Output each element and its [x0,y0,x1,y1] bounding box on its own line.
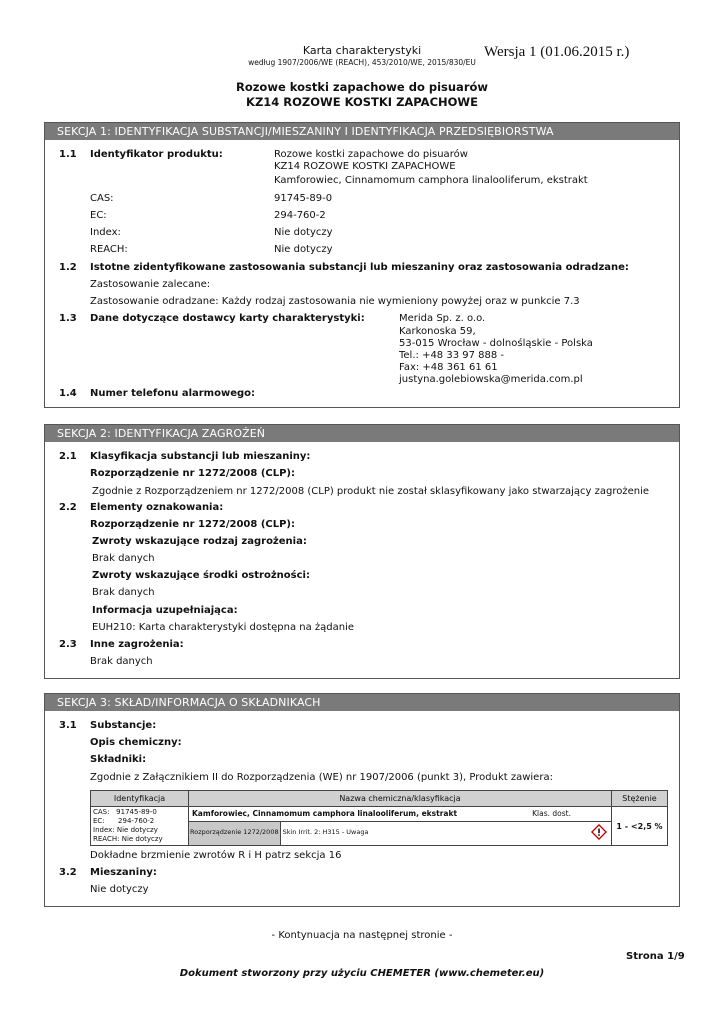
discouraged-use: Zastosowanie odradzane: Każdy rodzaj zastosowania nie wymieniony powyżej oraz w punkcie 7.3 [90,296,580,307]
section-1-2-number: 1.2 [59,262,77,273]
components-label: Składniki: [90,754,147,765]
identification-cell [91,807,189,846]
reach-value: Nie dotyczy [274,244,333,255]
table-cas-label: CAS: [93,808,110,816]
section-2-title: SEKCJA 2: IDENTYFIKACJA ZAGROŻEŃ [45,425,679,442]
col-chemical-name: Nazwa chemiczna/klasyfikacja [189,791,612,807]
substances-label: Substancje: [90,720,157,731]
table-cas-value: 91745-89-0 [116,808,157,816]
supplier-fax: Fax: +48 361 61 61 [399,362,498,373]
supplier-classification: Klas. dost. [532,809,571,818]
recommended-use: Zastosowanie zalecane: [90,279,211,290]
mixtures-label: Mieszaniny: [90,867,157,878]
exclamation-hazard-icon [591,824,607,840]
section-2-3-number: 2.3 [59,639,77,650]
section-3 [44,693,680,907]
product-identifier-line1: Rozowe kostki zapachowe do pisuarów [274,149,468,160]
hazard-statements-value: Brak danych [92,553,155,564]
supplier-label: Dane dotyczące dostawcy karty charakterystyki: [90,313,365,324]
table-row [91,807,668,822]
cas-label: CAS: [90,193,114,204]
table-ec-label: EC: [93,817,105,825]
product-name: Rozowe kostki zapachowe do pisuarów [235,80,489,94]
col-identification: Identyfikacja [91,791,189,807]
hazard-statements-label: Zwroty wskazujące rodzaj zagrożenia: [92,536,307,547]
index-label: Index: [90,227,121,238]
section-3-1-number: 3.1 [59,720,77,731]
supplier-name: Merida Sp. z. o.o. [399,313,486,324]
table-ec-value: 294-760-2 [118,817,155,825]
document-title: Karta charakterystyki [302,44,422,57]
version-label: Wersja 1 (01.06.2015 r.) [484,44,630,60]
product-code-name: KZ14 ROZOWE KOSTKI ZAPACHOWE [246,95,478,109]
supplementary-info-label: Informacja uzupełniająca: [92,605,238,616]
section-1 [44,122,680,408]
label-elements-regulation: Rozporządzenie nr 1272/2008 (CLP): [90,519,295,530]
continuation-note: - Kontynuacja na następnej stronie - [271,930,453,941]
index-value: Nie dotyczy [274,227,333,238]
table-index-value: Nie dotyczy [116,826,158,834]
table-reach-label: REACH: [93,835,120,843]
other-hazards-label: Inne zagrożenia: [90,639,184,650]
product-identifier-label: Identyfikator produktu: [90,149,223,160]
ec-label: EC: [90,210,107,221]
chemical-name: Kamforowiec, Cinnamomum camphora linalooliferum, ekstrakt [192,809,458,818]
product-identifier-line2: KZ14 ROZOWE KOSTKI ZAPACHOWE [274,161,456,172]
section-2 [44,424,680,679]
chemical-name-cell [189,807,612,822]
reach-label: REACH: [90,244,128,255]
supplier-email[interactable]: justyna.golebiowska@merida.com.pl [399,374,583,385]
classification-label: Klasyfikacja substancji lub mieszaniny: [90,451,311,462]
col-concentration: Stężenie [612,791,668,807]
ec-value: 294-760-2 [274,210,326,221]
precautionary-statements-label: Zwroty wskazujące środki ostrożności: [92,570,310,581]
table-index-label: Index: [93,826,115,834]
regulation-reference: według 1907/2006/WE (REACH), 453/2010/WE, 2015/830/EU [248,58,476,67]
generator-note: Dokument stworzony przy użyciu CHEMETER (www.chemeter.eu) [179,968,545,979]
concentration-cell: 1 - <2,5 % [612,807,668,846]
classification-regulation: Rozporządzenie nr 1272/2008 (CLP): [90,468,295,479]
other-hazards-value: Brak danych [90,656,153,667]
product-identifier-line3: Kamforowiec, Cinnamomum camphora linalooliferum, ekstrakt [274,175,588,186]
rh-phrases-note: Dokładne brzmienie zwrotów R i H patrz sekcja 16 [90,850,342,861]
components-text: Zgodnie z Załącznikiem II do Rozporządzenia (WE) nr 1907/2006 (punkt 3), Produkt zawiera: [90,772,553,783]
supplementary-info-value: EUH210: Karta charakterystyki dostępna na żądanie [92,622,355,633]
emergency-phone-label: Numer telefonu alarmowego: [90,388,256,399]
regulation-cell: Rozporządzenie 1272/2008 [189,822,281,846]
table-header-row [91,791,668,807]
supplier-city: 53-015 Wrocław - dolnośląskie - Polska [399,338,593,349]
section-1-title: SEKCJA 1: IDENTYFIKACJA SUBSTANCJI/MIESZANINY I IDENTYFIKACJA PRZEDSIĘBIORSTWA [45,123,679,140]
page-number: Strona 1/9 [626,951,685,962]
classification-text: Zgodnie z Rozporządzeniem nr 1272/2008 (CLP) produkt nie został sklasyfikowany jako stwarzający zagrożenie [92,486,650,497]
section-1-4-number: 1.4 [59,388,77,399]
section-1-1-number: 1.1 [59,149,77,160]
chemical-description-label: Opis chemiczny: [90,737,182,748]
cas-value: 91745-89-0 [274,193,333,204]
components-table [90,790,668,846]
supplier-street: Karkonoska 59, [399,326,476,337]
precautionary-statements-value: Brak danych [92,587,155,598]
supplier-phone: Tel.: +48 33 97 888 - [399,350,505,361]
mixtures-value: Nie dotyczy [90,884,149,895]
section-2-1-number: 2.1 [59,451,77,462]
section-1-3-number: 1.3 [59,313,77,324]
section-3-2-number: 3.2 [59,867,77,878]
label-elements-label: Elementy oznakowania: [90,502,224,513]
section-3-title: SEKCJA 3: SKŁAD/INFORMACJA O SKŁADNIKACH [45,694,679,711]
classification-cell [280,822,611,846]
identified-uses-label: Istotne zidentyfikowane zastosowania substancji lub mieszaniny oraz zastosowania odradzane: [90,262,629,273]
classification-text: Skin Irrit. 2: H315 - Uwaga [282,828,369,836]
section-2-2-number: 2.2 [59,502,77,513]
table-reach-value: Nie dotyczy [121,835,163,843]
